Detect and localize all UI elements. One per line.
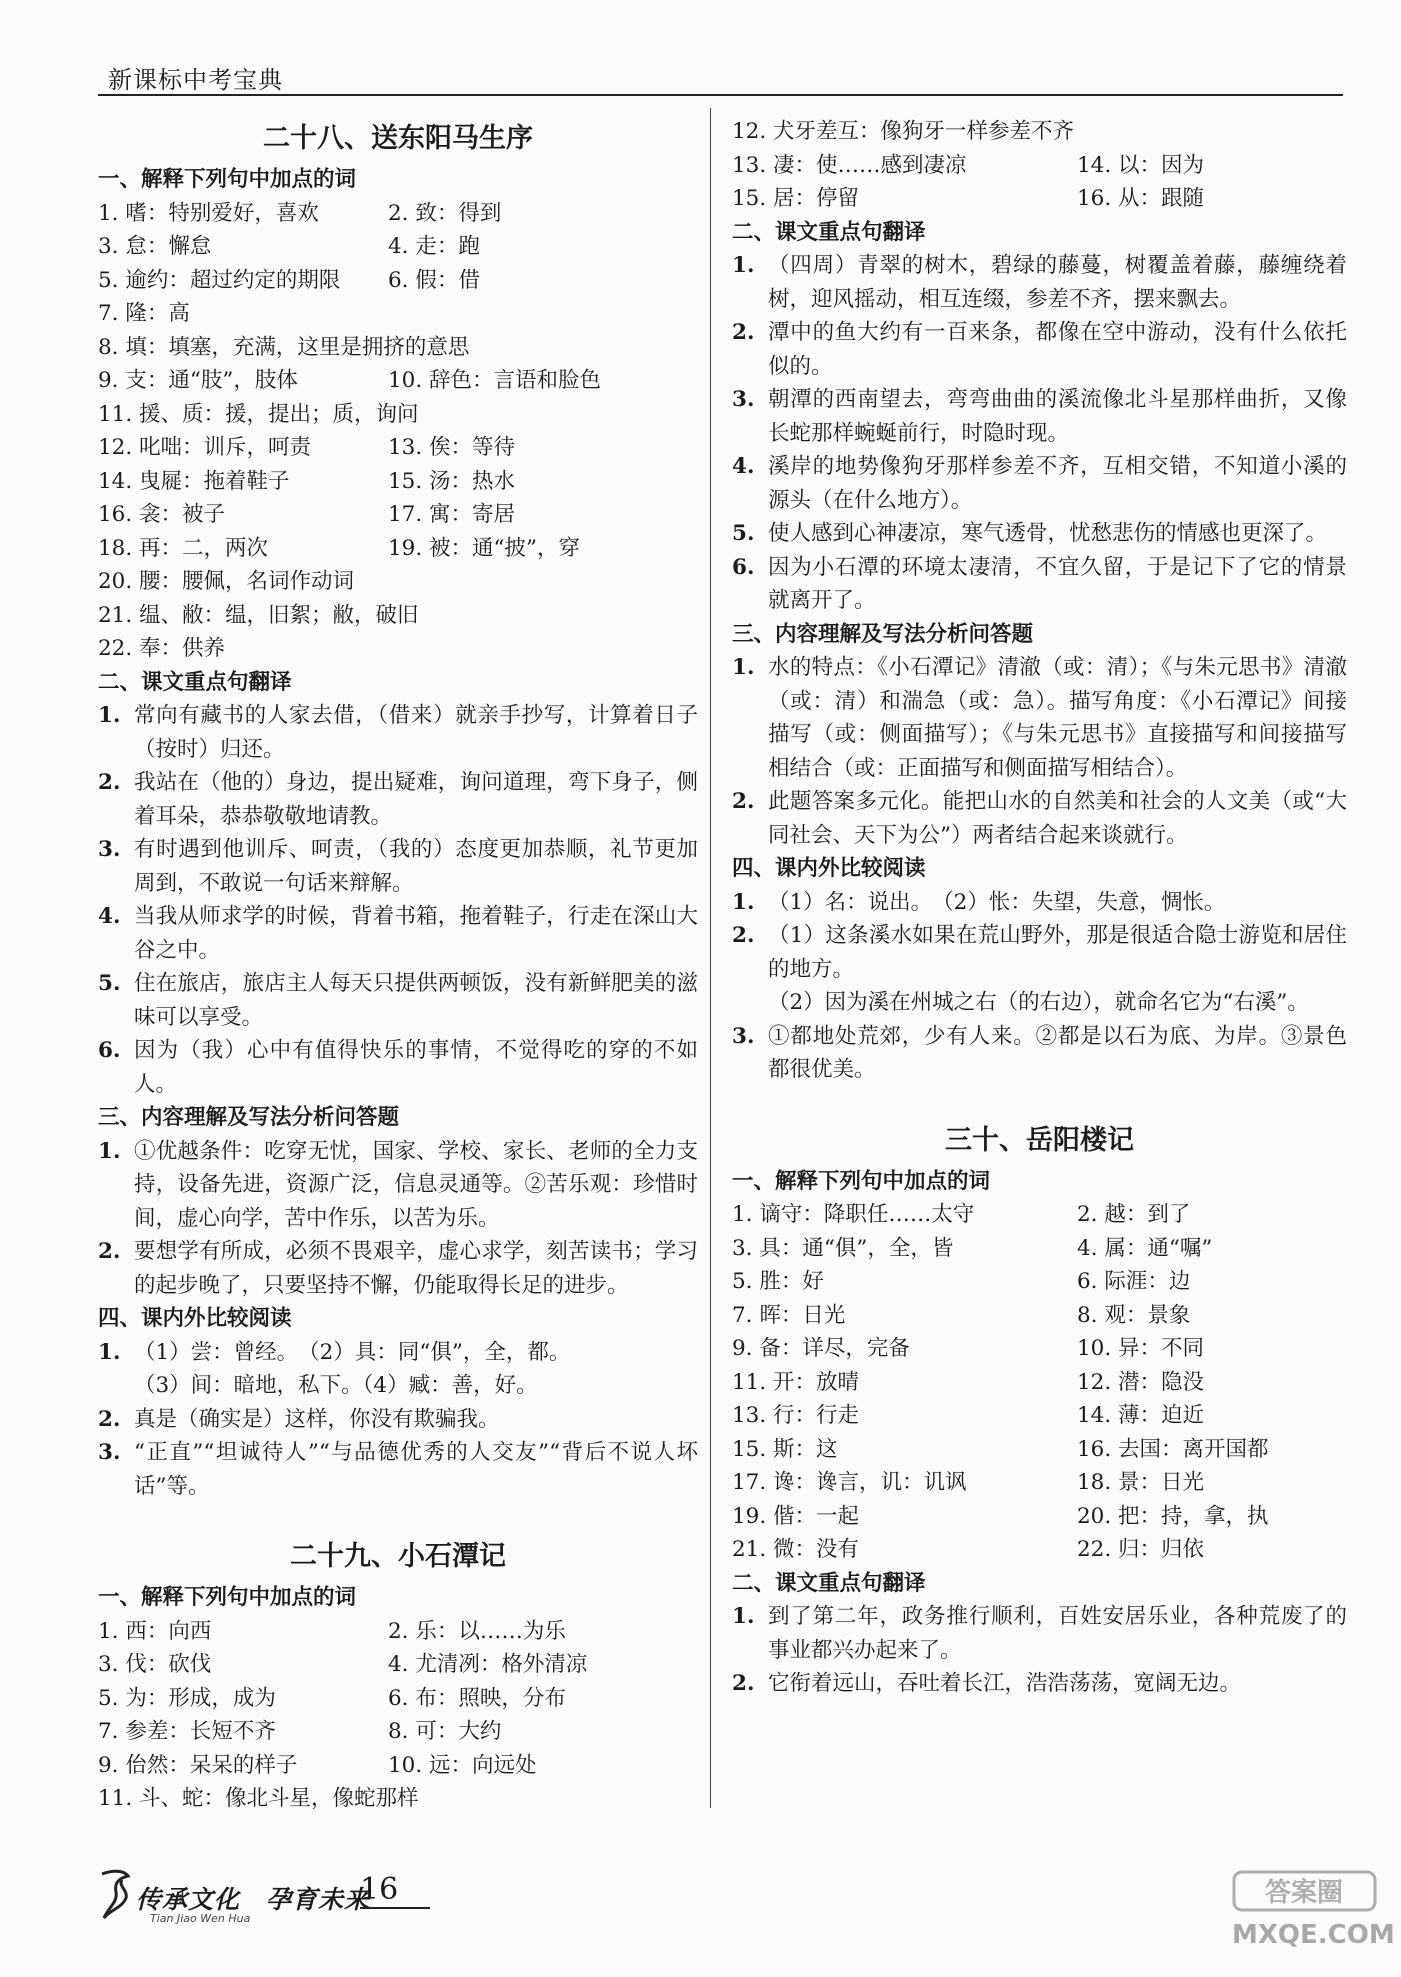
answer-item <box>98 1034 698 1101</box>
vocab-entry: 15. 居：停留 <box>732 186 860 211</box>
answer-item <box>732 651 1347 785</box>
vocab-entry: 1. 西：向西 <box>98 1618 212 1644</box>
answer-item <box>98 1336 698 1370</box>
watermark-logo-text: 答案圈 <box>1264 1878 1344 1908</box>
vocab-entry: 3. 具：通“俱”，全，皆 <box>732 1235 954 1261</box>
vocab-entry: 16. 去国：离开国都 <box>1077 1436 1269 1462</box>
vocab-entry <box>388 297 698 331</box>
section-gap <box>732 1087 1347 1117</box>
vocab-entry: 19. 被：通“披”，穿 <box>388 535 581 561</box>
item-text: “正直”“坦诚待人”“与品德优秀的人交友”“背后不说人坏话”等。 <box>134 1440 698 1499</box>
part-heading: 四、课内外比较阅读 <box>98 1306 292 1331</box>
vocab-row <box>732 1232 1347 1266</box>
item-text: 潭中的鱼大约有一百来条，都像在空中游动，没有什么依托似的。 <box>768 320 1347 379</box>
watermark-url: MXQE.COM <box>1232 1920 1395 1950</box>
item-number: 1. <box>98 1339 121 1365</box>
item-text: 水的特点：《小石潭记》清澈（或：清）；《与朱元思书》清澈（或：清）和湍急（或：急）。描写角度：《小石潭记》间接描写（或：侧面描写）；《与朱元思书》直接描写和间接描写相结合（或：正面描写和侧面描写相结合）。 <box>768 655 1347 781</box>
vocab-entry: 9. 备：详尽，完备 <box>732 1336 910 1361</box>
vocab-entry: 3. 怠：懈怠 <box>98 234 212 259</box>
part-heading: 三、内容理解及写法分析问答题 <box>732 621 1034 647</box>
item-text: （1）这条溪水如果在荒山野外，那是很适合隐士游览和居住的地方。 <box>768 923 1347 982</box>
item-text: 我站在（他的）身边，提出疑难，询问道理，弯下身子，侧着耳朵，恭恭敬敬地请教。 <box>134 770 698 829</box>
section-title: 二十八、送东阳马生序 <box>263 123 533 154</box>
item-number: 1. <box>98 703 121 728</box>
vocab-row <box>732 1433 1347 1467</box>
vocab-row <box>98 431 698 465</box>
vocab-entry: 11. 开：放晴 <box>732 1369 860 1395</box>
vocab-entry: 10. 远：向远处 <box>388 1752 537 1778</box>
vocab-entry: 7. 隆：高 <box>98 301 190 326</box>
publisher-logo <box>98 1868 132 1922</box>
footer-slogan: 传承文化 孕育未来 <box>136 1885 371 1914</box>
answer-item <box>98 833 698 900</box>
item-text: 常向有藏书的人家去借，（借来）就亲手抄写，计算着日子（按时）归还。 <box>134 703 698 762</box>
item-number: 2. <box>732 789 755 814</box>
vocab-row <box>732 149 1347 183</box>
vocab-entry: 14. 以：因为 <box>1077 152 1205 178</box>
vocab-entry: 12. 潜：隐没 <box>1077 1369 1205 1395</box>
vocab-row <box>98 364 698 398</box>
answer-item <box>732 1020 1347 1087</box>
answer-item <box>98 1436 698 1503</box>
item-text: 使人感到心神凄凉，寒气透骨，忧愁悲伤的情感也更深了。 <box>768 521 1328 546</box>
item-text: ①都地处荒郊，少有人来。②都是以石为底、为岸。③景色都很优美。 <box>768 1023 1347 1082</box>
item-number: 2. <box>732 923 755 948</box>
answer-item <box>98 1403 698 1437</box>
vocab-entry: 15. 斯：这 <box>732 1436 838 1462</box>
item-number: 1. <box>732 1604 755 1629</box>
vocab-row <box>98 1782 698 1816</box>
answer-item <box>98 1135 698 1236</box>
vocab-entry: 22. 归：归依 <box>1077 1537 1205 1562</box>
item-number <box>732 986 768 1020</box>
vocab-entry: 7. 晖：日光 <box>732 1302 846 1328</box>
item-number: 3. <box>732 387 755 412</box>
vocab-entry: 6. 假：借 <box>388 267 480 293</box>
item-text: （1）名：说出。 （2）怅：失望，失意，惆怅。 <box>768 889 1226 915</box>
answer-item <box>732 249 1347 316</box>
vocab-entry: 19. 偕：一起 <box>732 1503 860 1529</box>
item-text: 住在旅店，旅店主人每天只提供两顿饭，没有新鲜肥美的滋味可以享受。 <box>134 971 698 1030</box>
vocab-entry: 12. 犬牙差互：像狗牙一样参差不齐 <box>732 119 1075 144</box>
vocab-entry: 8. 观：景象 <box>1077 1302 1191 1328</box>
item-text: 到了第二年，政务推行顺利，百姓安居乐业，各种荒废了的事业都兴办起来了。 <box>768 1604 1347 1663</box>
item-text: 真是（确实是）这样，你没有欺骗我。 <box>134 1406 500 1432</box>
item-number: 4. <box>732 454 755 479</box>
item-number: 3. <box>732 1023 755 1049</box>
item-number: 1. <box>98 1138 121 1164</box>
vocab-entry: 13. 俟：等待 <box>388 435 516 460</box>
vocab-entry: 13. 行：行走 <box>732 1403 860 1428</box>
item-text: 因为（我）心中有值得快乐的事情，不觉得吃的穿的不如人。 <box>134 1038 698 1097</box>
vocab-row <box>98 264 698 298</box>
vocab-entry <box>388 632 698 666</box>
item-number: 5. <box>98 971 121 996</box>
vocab-row <box>732 115 1347 149</box>
item-text: 溪岸的地势像狗牙那样参差不齐，互相交错，不知道小溪的源头（在什么地方）。 <box>768 454 1347 513</box>
vocab-row <box>98 1615 698 1649</box>
vocab-entry: 9. 支：通“肢”，肢体 <box>98 368 298 393</box>
vocab-entry: 13. 凄：使……感到凄凉 <box>732 152 967 178</box>
item-number: 2. <box>732 1671 755 1696</box>
vocab-entry: 1. 嗜：特别爱好，喜欢 <box>98 200 319 226</box>
vocab-entry: 14. 曳屣：拖着鞋子 <box>98 468 290 494</box>
vocab-entry: 4. 尤清冽：格外清凉 <box>388 1652 588 1677</box>
answer-item <box>98 900 698 967</box>
answer-item <box>98 766 698 833</box>
item-text: ①优越条件：吃穿无忧，国家、学校、家长、老师的全力支持，设备先进，资源广泛，信息灵通等。②苦乐观：珍惜时间，虚心向学，苦中作乐，以苦为乐。 <box>134 1138 698 1231</box>
vocab-entry: 7. 参差：长短不齐 <box>98 1719 276 1744</box>
answer-item <box>732 383 1347 450</box>
vocab-row <box>732 1265 1347 1299</box>
answer-item <box>98 1369 698 1403</box>
vocab-row <box>98 498 698 532</box>
vocab-entry: 17. 寓：寄居 <box>388 502 516 527</box>
column-divider <box>710 108 711 1808</box>
item-text: （2）因为溪在州城之右（的右边），就命名它为“右溪”。 <box>768 990 1309 1015</box>
vocab-entry: 5. 为：形成，成为 <box>98 1685 276 1711</box>
vocab-row <box>98 599 698 633</box>
section-title: 三十、岳阳楼记 <box>945 1124 1134 1156</box>
vocab-row <box>98 532 698 566</box>
answer-item <box>732 1600 1347 1667</box>
vocab-entry: 12. 叱咄：训斥，呵责 <box>98 435 312 460</box>
item-number: 4. <box>98 904 121 929</box>
vocab-entry: 16. 从：跟随 <box>1077 186 1205 211</box>
item-text: 要想学有所成，必须不畏艰辛，虚心求学，刻苦读书；学习的起步晚了，只要坚持不懈，仍能取得长足的进步。 <box>134 1239 698 1298</box>
watermark-logo <box>1232 1868 1377 1914</box>
answer-item <box>732 919 1347 986</box>
header-rule <box>98 94 1343 96</box>
vocab-entry: 15. 汤：热水 <box>388 468 516 494</box>
part-heading: 二、课文重点句翻译 <box>732 219 926 245</box>
answer-item <box>732 886 1347 920</box>
vocab-entry: 14. 薄：迫近 <box>1077 1403 1205 1428</box>
item-text: 当我从师求学的时候，背着书箱，拖着鞋子，行走在深山大谷之中。 <box>134 904 698 963</box>
vocab-row <box>732 182 1347 216</box>
item-number: 1. <box>732 253 755 278</box>
vocab-entry: 11. 斗、蛇：像北斗星，像蛇那样 <box>98 1786 419 1811</box>
vocab-entry <box>388 1782 698 1816</box>
item-text: （3）间：暗地，私下。（4）臧：善，好。 <box>134 1373 538 1398</box>
vocab-entry: 9. 佁然：呆呆的样子 <box>98 1752 298 1778</box>
vocab-row <box>732 1198 1347 1232</box>
answer-item <box>98 1235 698 1302</box>
answer-item <box>732 450 1347 517</box>
vocab-row <box>98 1715 698 1749</box>
footer-slogan-subtitle: Tian Jiao Wen Hua <box>150 1912 251 1925</box>
vocab-row <box>98 1648 698 1682</box>
item-number: 6. <box>98 1038 121 1063</box>
vocab-entry: 5. 胜：好 <box>732 1269 824 1294</box>
answer-item <box>98 967 698 1034</box>
vocab-entry: 21. 缊、敝：缊，旧絮；敝，破旧 <box>98 602 419 628</box>
section-gap <box>98 1503 698 1533</box>
vocab-entry: 18. 再：二，两次 <box>98 535 269 561</box>
part-heading: 一、解释下列句中加点的词 <box>98 167 357 192</box>
vocab-row <box>98 465 698 499</box>
vocab-entry: 2. 越：到了 <box>1077 1202 1191 1227</box>
vocab-row <box>98 230 698 264</box>
vocab-entry <box>1077 115 1347 149</box>
item-number: 1. <box>732 889 755 915</box>
part-heading: 四、课内外比较阅读 <box>732 856 926 881</box>
answer-item <box>732 986 1347 1020</box>
vocab-row <box>732 1366 1347 1400</box>
vocab-row <box>98 398 698 432</box>
item-number: 1. <box>732 655 755 680</box>
watermark <box>1232 1868 1395 1950</box>
item-number <box>98 1369 134 1403</box>
item-text: （1）尝：曾经。 （2）具：同“俱”，全，都。 <box>134 1339 571 1365</box>
vocab-row <box>98 197 698 231</box>
section-title: 二十九、小石潭记 <box>290 1541 506 1572</box>
vocab-entry: 11. 援、质：援，提出；质，询问 <box>98 401 419 427</box>
vocab-entry: 4. 走：跑 <box>388 234 480 259</box>
vocab-row <box>732 1399 1347 1433</box>
vocab-entry: 6. 布：照映，分布 <box>388 1685 566 1711</box>
item-number: 5. <box>732 521 755 546</box>
item-number: 2. <box>98 770 121 795</box>
vocab-entry <box>388 599 698 633</box>
vocab-row <box>98 632 698 666</box>
item-number: 2. <box>98 1406 121 1432</box>
vocab-row <box>98 1682 698 1716</box>
vocab-entry <box>388 398 698 432</box>
vocab-entry: 20. 腰：腰佩，名词作动词 <box>98 569 355 594</box>
vocab-entry: 5. 逾约：超过约定的期限 <box>98 267 341 293</box>
vocab-row <box>98 297 698 331</box>
vocab-entry: 18. 景：日光 <box>1077 1470 1205 1495</box>
vocab-row <box>98 565 698 599</box>
page-number: 16 <box>360 1872 430 1909</box>
vocab-entry: 22. 奉：供养 <box>98 636 226 661</box>
vocab-entry: 1. 谪守：降职任……太守 <box>732 1202 975 1227</box>
right-column <box>732 115 1347 1701</box>
item-text: （四周）青翠的树木，碧绿的藤蔓，树覆盖着藤，藤缠绕着树，迎风摇动，相互连缀，参差不齐，摆来飘去。 <box>768 253 1347 312</box>
vocab-row <box>732 1299 1347 1333</box>
answer-item <box>732 1667 1347 1701</box>
vocab-entry <box>388 565 698 599</box>
item-number: 2. <box>732 320 755 345</box>
answer-item <box>732 785 1347 852</box>
item-text: 有时遇到他训斥、呵责，（我的）态度更加恭顺，礼节更加周到，不敢说一句话来辩解。 <box>134 837 698 896</box>
item-text: 朝潭的西南望去，弯弯曲曲的溪流像北斗星那样曲折，又像长蛇那样蜿蜒前行，时隐时现。 <box>768 387 1347 446</box>
vocab-entry: 4. 属：通“嘱” <box>1077 1235 1213 1261</box>
item-text: 因为小石潭的环境太凄清，不宜久留，于是记下了它的情景就离开了。 <box>768 554 1347 613</box>
vocab-entry: 20. 把：持，拿，执 <box>1077 1503 1269 1529</box>
answer-item <box>732 517 1347 551</box>
item-number: 3. <box>98 837 121 862</box>
vocab-entry: 21. 微：没有 <box>732 1537 860 1562</box>
item-number: 3. <box>98 1440 121 1465</box>
item-number: 6. <box>732 554 755 580</box>
item-text: 此题答案多元化。能把山水的自然美和社会的人文美（或“大同社会、天下为公”）两者结合起来谈就行。 <box>768 789 1347 848</box>
answer-item <box>98 699 698 766</box>
vocab-entry: 6. 际涯：边 <box>1077 1269 1191 1294</box>
vocab-entry: 16. 衾：被子 <box>98 502 226 527</box>
vocab-row <box>98 1749 698 1783</box>
vocab-entry: 10. 异：不同 <box>1077 1336 1205 1361</box>
vocab-row <box>732 1533 1347 1567</box>
left-column <box>98 115 698 1816</box>
vocab-entry: 3. 伐：砍伐 <box>98 1652 212 1677</box>
vocab-entry: 2. 乐：以……为乐 <box>388 1618 566 1644</box>
part-heading: 一、解释下列句中加点的词 <box>732 1168 991 1194</box>
answer-item <box>732 551 1347 618</box>
part-heading: 二、课文重点句翻译 <box>732 1570 926 1596</box>
answer-item <box>732 316 1347 383</box>
vocab-entry: 2. 致：得到 <box>388 200 502 226</box>
vocab-entry: 8. 填：填塞，充满，这里是拥挤的意思 <box>98 334 470 360</box>
part-heading: 一、解释下列句中加点的词 <box>98 1585 357 1610</box>
part-heading: 三、内容理解及写法分析问答题 <box>98 1105 400 1130</box>
item-number: 2. <box>98 1239 121 1264</box>
vocab-row <box>732 1466 1347 1500</box>
part-heading: 二、课文重点句翻译 <box>98 669 292 695</box>
vocab-entry: 10. 辞色：言语和脸色 <box>388 368 602 393</box>
vocab-entry: 8. 可：大约 <box>388 1719 502 1744</box>
vocab-row <box>732 1500 1347 1534</box>
vocab-row <box>98 331 698 365</box>
vocab-entry: 17. 谗：谗言，讥：讥讽 <box>732 1470 967 1495</box>
vocab-row <box>732 1332 1347 1366</box>
vocab-entry <box>388 331 698 365</box>
item-text: 它衔着远山，吞吐着长江，浩浩荡荡，宽阔无边。 <box>768 1671 1242 1696</box>
book-title: 新课标中考宝典 <box>108 66 283 94</box>
